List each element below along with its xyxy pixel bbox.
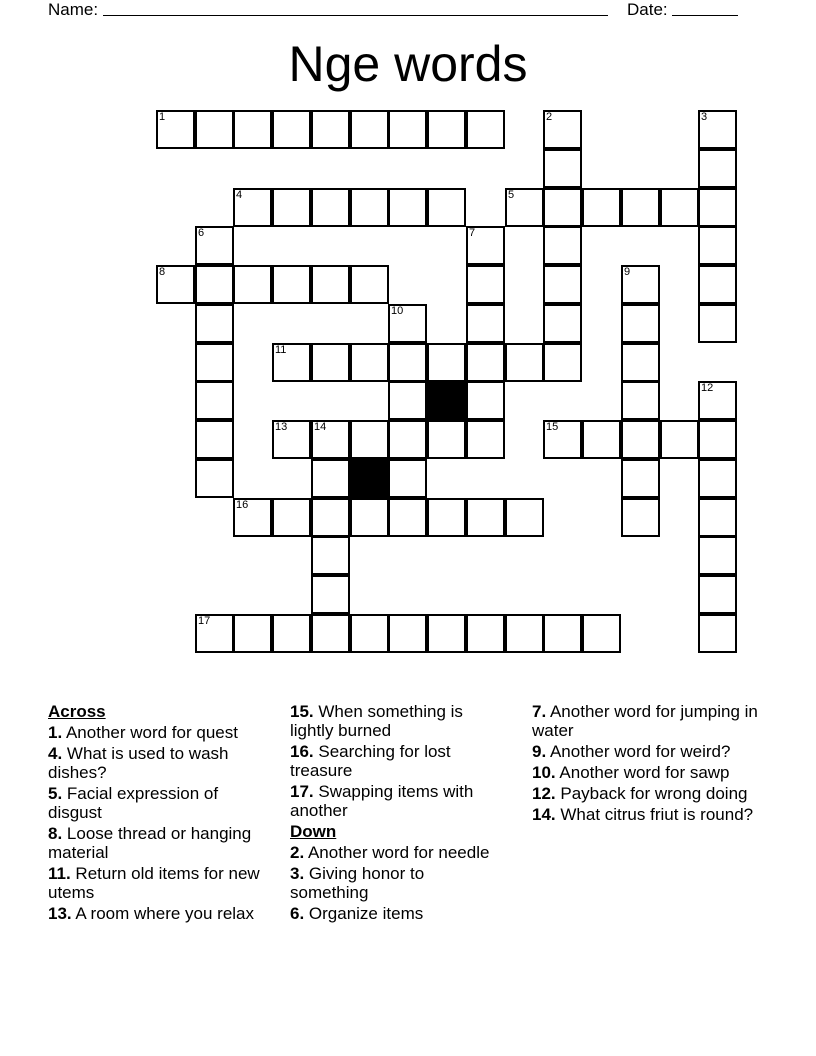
grid-cell[interactable] bbox=[698, 110, 737, 149]
grid-cell[interactable] bbox=[466, 304, 505, 343]
grid-cell[interactable] bbox=[427, 420, 466, 459]
grid-cell[interactable] bbox=[350, 110, 389, 149]
black-cell bbox=[427, 381, 466, 420]
clue-text: Another word for quest bbox=[62, 723, 238, 742]
clue-number: 5 bbox=[508, 189, 515, 201]
grid-cell[interactable] bbox=[233, 188, 272, 227]
grid-cell[interactable] bbox=[427, 188, 466, 227]
grid-cell[interactable] bbox=[195, 226, 234, 265]
clue-number: 17 bbox=[198, 615, 211, 627]
clue-item bbox=[290, 904, 505, 923]
clue-number: 3 bbox=[701, 111, 708, 123]
clue-number-label: 9. bbox=[532, 742, 547, 761]
grid-cell[interactable] bbox=[350, 420, 389, 459]
grid-cell[interactable] bbox=[388, 381, 427, 420]
grid-cell[interactable] bbox=[466, 110, 505, 149]
grid-cell[interactable] bbox=[233, 265, 272, 304]
clue-number-label: 5. bbox=[48, 784, 63, 803]
grid-cell[interactable] bbox=[505, 188, 544, 227]
clue-number-label: 13. bbox=[48, 904, 72, 923]
clue-number: 15 bbox=[546, 421, 559, 433]
grid-cell[interactable] bbox=[505, 614, 544, 653]
date-field[interactable] bbox=[627, 0, 738, 20]
clue-text: Loose thread or hanging material bbox=[48, 824, 252, 862]
grid-cell[interactable] bbox=[195, 265, 234, 304]
date-label: Date: bbox=[627, 0, 668, 19]
grid-cell[interactable] bbox=[350, 614, 389, 653]
clue-text: When something is lightly burned bbox=[290, 702, 463, 740]
date-blank-line[interactable] bbox=[672, 0, 738, 16]
grid-cell[interactable] bbox=[156, 110, 195, 149]
clue-text: Another word for jumping in water bbox=[532, 702, 758, 740]
grid-cell[interactable] bbox=[621, 459, 660, 498]
clue-item bbox=[48, 744, 268, 782]
clue-item bbox=[48, 784, 268, 822]
grid-cell[interactable] bbox=[698, 498, 737, 537]
grid-cell[interactable] bbox=[156, 265, 195, 304]
grid-cell[interactable] bbox=[466, 265, 505, 304]
across-heading: Across bbox=[48, 702, 106, 721]
grid-cell[interactable] bbox=[505, 498, 544, 537]
name-label: Name: bbox=[48, 0, 99, 19]
clue-list bbox=[532, 702, 762, 824]
grid-cell[interactable] bbox=[195, 381, 234, 420]
clues-column-3 bbox=[532, 702, 762, 826]
clue-number: 12 bbox=[701, 382, 714, 394]
grid-cell[interactable] bbox=[466, 614, 505, 653]
clue-text: What is used to wash dishes? bbox=[48, 744, 229, 782]
clues-column-1 bbox=[48, 702, 268, 925]
grid-cell[interactable] bbox=[311, 110, 350, 149]
grid-cell[interactable] bbox=[698, 149, 737, 188]
grid-cell[interactable] bbox=[543, 188, 582, 227]
grid-cell[interactable] bbox=[621, 265, 660, 304]
grid-cell[interactable] bbox=[272, 265, 311, 304]
grid-cell[interactable] bbox=[311, 575, 350, 614]
grid-cell[interactable] bbox=[621, 498, 660, 537]
clue-text: A room where you relax bbox=[71, 904, 255, 923]
clue-number-label: 11. bbox=[48, 864, 71, 883]
clue-number-label: 17. bbox=[290, 782, 314, 801]
grid-cell[interactable] bbox=[272, 110, 311, 149]
clues-column-2 bbox=[290, 702, 505, 925]
clue-item bbox=[290, 742, 505, 780]
grid-cell[interactable] bbox=[311, 265, 350, 304]
grid-cell[interactable] bbox=[272, 420, 311, 459]
grid-cell[interactable] bbox=[660, 188, 699, 227]
clue-number-label: 16. bbox=[290, 742, 314, 761]
grid-cell[interactable] bbox=[466, 381, 505, 420]
grid-cell[interactable] bbox=[195, 459, 234, 498]
clue-number: 7 bbox=[469, 227, 476, 239]
grid-cell[interactable] bbox=[233, 614, 272, 653]
grid-cell[interactable] bbox=[466, 498, 505, 537]
grid-cell[interactable] bbox=[427, 110, 466, 149]
clue-item bbox=[290, 864, 505, 902]
grid-cell[interactable] bbox=[505, 343, 544, 382]
clue-number-label: 4. bbox=[48, 744, 63, 763]
grid-cell[interactable] bbox=[621, 343, 660, 382]
grid-cell[interactable] bbox=[427, 343, 466, 382]
grid-cell[interactable] bbox=[311, 343, 350, 382]
clue-item bbox=[290, 782, 505, 820]
clue-number: 9 bbox=[624, 266, 631, 278]
grid-cell[interactable] bbox=[543, 110, 582, 149]
grid-cell[interactable] bbox=[350, 498, 389, 537]
clue-text: Searching for lost treasure bbox=[290, 742, 451, 780]
grid-cell[interactable] bbox=[698, 420, 737, 459]
name-field[interactable] bbox=[48, 0, 608, 20]
clue-text: Return old items for new utems bbox=[48, 864, 260, 902]
grid-cell[interactable] bbox=[466, 420, 505, 459]
clue-number-label: 3. bbox=[290, 864, 305, 883]
clue-number: 4 bbox=[236, 189, 243, 201]
grid-cell[interactable] bbox=[388, 459, 427, 498]
grid-cell[interactable] bbox=[427, 498, 466, 537]
clue-number-label: 10. bbox=[532, 763, 556, 782]
clue-list bbox=[290, 702, 505, 820]
grid-cell[interactable] bbox=[543, 304, 582, 343]
grid-cell[interactable] bbox=[388, 110, 427, 149]
grid-cell[interactable] bbox=[195, 110, 234, 149]
grid-cell[interactable] bbox=[311, 459, 350, 498]
clue-list bbox=[290, 843, 505, 923]
grid-cell[interactable] bbox=[427, 614, 466, 653]
black-cell bbox=[350, 459, 389, 498]
grid-cell[interactable] bbox=[388, 614, 427, 653]
clue-item bbox=[48, 864, 268, 902]
clue-number: 11 bbox=[275, 344, 287, 356]
grid-cell[interactable] bbox=[350, 265, 389, 304]
clue-text: What citrus friut is round? bbox=[555, 805, 754, 824]
grid-cell[interactable] bbox=[698, 459, 737, 498]
clue-item bbox=[290, 702, 505, 740]
grid-cell[interactable] bbox=[582, 614, 621, 653]
name-blank-line[interactable] bbox=[103, 0, 608, 16]
grid-cell[interactable] bbox=[698, 265, 737, 304]
grid-cell[interactable] bbox=[195, 343, 234, 382]
grid-cell[interactable] bbox=[543, 226, 582, 265]
grid-cell[interactable] bbox=[388, 304, 427, 343]
clue-number-label: 12. bbox=[532, 784, 556, 803]
clue-number-label: 7. bbox=[532, 702, 547, 721]
grid-cell[interactable] bbox=[543, 343, 582, 382]
grid-cell[interactable] bbox=[272, 343, 311, 382]
clue-number: 13 bbox=[275, 421, 288, 433]
grid-cell[interactable] bbox=[466, 226, 505, 265]
grid-cell[interactable] bbox=[272, 498, 311, 537]
grid-cell[interactable] bbox=[582, 188, 621, 227]
clue-number: 1 bbox=[159, 111, 166, 123]
page-title: Nge words bbox=[288, 36, 528, 92]
grid-cell[interactable] bbox=[311, 614, 350, 653]
clue-number-label: 14. bbox=[532, 805, 556, 824]
clue-text: Organize items bbox=[304, 904, 424, 923]
grid-cell[interactable] bbox=[233, 110, 272, 149]
grid-cell[interactable] bbox=[195, 304, 234, 343]
clue-item bbox=[48, 904, 268, 923]
grid-cell[interactable] bbox=[660, 420, 699, 459]
clue-number-label: 1. bbox=[48, 723, 63, 742]
clue-number: 2 bbox=[546, 111, 553, 123]
grid-cell[interactable] bbox=[698, 614, 737, 653]
grid-cell[interactable] bbox=[698, 188, 737, 227]
grid-cell[interactable] bbox=[388, 188, 427, 227]
grid-cell[interactable] bbox=[698, 226, 737, 265]
grid-cell[interactable] bbox=[195, 614, 234, 653]
grid-cell[interactable] bbox=[272, 614, 311, 653]
grid-cell[interactable] bbox=[388, 420, 427, 459]
clue-number: 14 bbox=[314, 421, 327, 433]
down-heading: Down bbox=[290, 822, 337, 841]
clue-number: 16 bbox=[236, 499, 249, 511]
clue-item bbox=[532, 805, 762, 824]
clue-text: Another word for needle bbox=[304, 843, 490, 862]
grid-cell[interactable] bbox=[621, 188, 660, 227]
grid-cell[interactable] bbox=[543, 420, 582, 459]
grid-cell[interactable] bbox=[233, 498, 272, 537]
clue-number-label: 15. bbox=[290, 702, 314, 721]
grid-cell[interactable] bbox=[621, 304, 660, 343]
clue-item bbox=[532, 763, 762, 782]
clue-number-label: 2. bbox=[290, 843, 305, 862]
clue-item bbox=[48, 723, 268, 742]
grid-cell[interactable] bbox=[350, 343, 389, 382]
grid-cell[interactable] bbox=[350, 188, 389, 227]
grid-cell[interactable] bbox=[311, 536, 350, 575]
clue-item bbox=[532, 702, 762, 740]
grid-cell[interactable] bbox=[621, 381, 660, 420]
clue-item bbox=[532, 784, 762, 803]
grid-cell[interactable] bbox=[543, 149, 582, 188]
clue-number-label: 6. bbox=[290, 904, 305, 923]
grid-cell[interactable] bbox=[698, 536, 737, 575]
grid-cell[interactable] bbox=[582, 420, 621, 459]
grid-cell[interactable] bbox=[311, 420, 350, 459]
clue-number: 6 bbox=[198, 227, 205, 239]
grid-cell[interactable] bbox=[272, 188, 311, 227]
grid-cell[interactable] bbox=[311, 188, 350, 227]
grid-cell[interactable] bbox=[543, 265, 582, 304]
clue-number: 10 bbox=[391, 305, 404, 317]
clue-item bbox=[290, 843, 505, 862]
clue-text: Another word for weird? bbox=[546, 742, 731, 761]
grid-cell[interactable] bbox=[698, 304, 737, 343]
clue-text: Swapping items with another bbox=[290, 782, 474, 820]
clue-list bbox=[48, 723, 268, 923]
grid-cell[interactable] bbox=[466, 343, 505, 382]
grid-cell[interactable] bbox=[388, 343, 427, 382]
clue-text: Giving honor to something bbox=[290, 864, 425, 902]
grid-cell[interactable] bbox=[621, 420, 660, 459]
clue-item bbox=[532, 742, 762, 761]
clue-number: 8 bbox=[159, 266, 166, 278]
clue-number-label: 8. bbox=[48, 824, 63, 843]
clue-text: Another word for sawp bbox=[555, 763, 730, 782]
clue-text: Facial expression of disgust bbox=[48, 784, 219, 822]
grid-cell[interactable] bbox=[698, 381, 737, 420]
clue-item bbox=[48, 824, 268, 862]
grid-cell[interactable] bbox=[311, 498, 350, 537]
grid-cell[interactable] bbox=[543, 614, 582, 653]
grid-cell[interactable] bbox=[698, 575, 737, 614]
grid-cell[interactable] bbox=[195, 420, 234, 459]
clue-text: Payback for wrong doing bbox=[555, 784, 748, 803]
grid-cell[interactable] bbox=[388, 498, 427, 537]
